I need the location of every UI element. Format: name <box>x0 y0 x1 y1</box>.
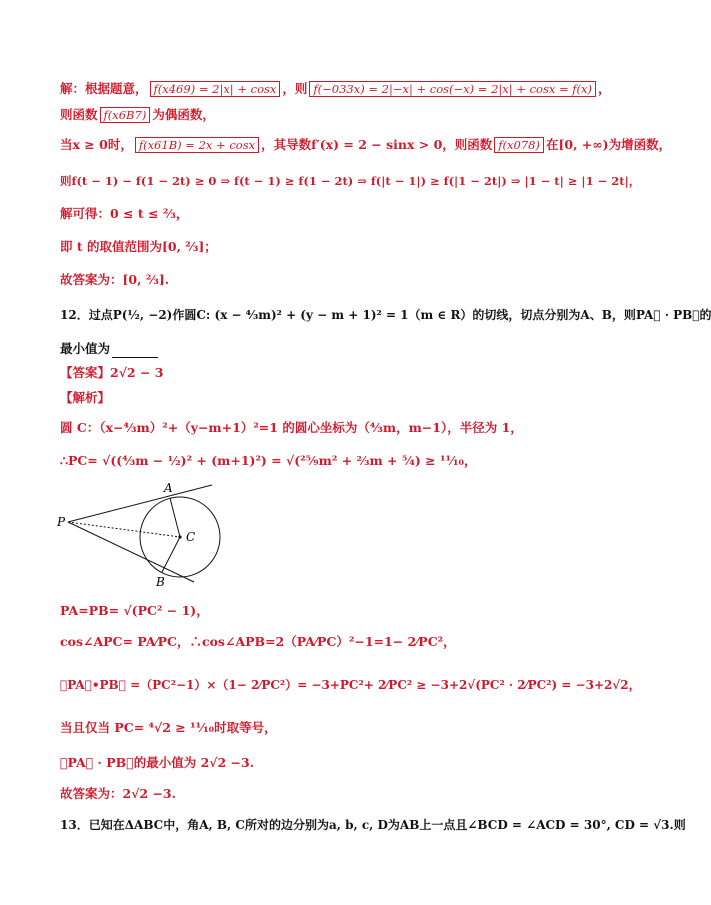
solution-line-1 <box>60 80 620 98</box>
solution-line-1-mid: ，则 <box>282 81 308 96</box>
answer-blank <box>112 345 158 358</box>
formula-box: f(x078) <box>494 137 544 153</box>
analysis-line-3: PA=PB= √(PC² − 1)， <box>60 603 209 618</box>
analysis-line-2: ∴PC= √((⁴⁄₃m − ½)² + (m+1)²) = √(²⁵⁄₉m² + ⅔m + ⁵⁄₄) ≥ ¹¹⁄₁₀， <box>60 453 477 468</box>
analysis-line-8: 故答案为：2√2 −3. <box>60 786 176 801</box>
solution-line-2 <box>60 106 620 124</box>
formula-box: f(x6B7) <box>100 107 151 123</box>
q12-stem-2: 最小值为 <box>60 341 111 356</box>
solution-line-2-prefix: 则函数 <box>60 107 98 122</box>
solution-line-3-c: 在[0, +∞)为增函数， <box>545 137 672 152</box>
label-c: C <box>186 530 196 544</box>
solution-line-1-prefix: 解：根据题意， <box>60 81 148 96</box>
q12-answer <box>60 364 620 382</box>
analysis-line-7: ∴PA⃗ · PB⃗的最小值为 2√2 −3. <box>60 755 255 770</box>
center-point <box>178 535 181 538</box>
solution-line-3-b: ，其导数f′(x) = 2 − sinx > 0，则函数 <box>261 137 493 152</box>
solution-line-6: 即 t 的取值范围为[0, ²⁄₃]； <box>60 239 217 254</box>
q13-stem: 13．已知在ΔABC中，角A, B, C所对的边分别为a, b, c, D为AB上一点且∠BCD = ∠ACD = 30°, CD = √3.则 <box>60 818 686 832</box>
answer-tag: 【答案】 <box>60 365 111 380</box>
analysis-line-5: ∴PA⃗•PB⃗ =（PC²−1）×（1− 2⁄PC²）= −3+PC²+ 2⁄PC² ≥ −3+2√(PC² · 2⁄PC²) = −3+2√2， <box>60 678 641 692</box>
label-p: P <box>57 515 66 529</box>
tangent-line-pb <box>68 522 194 582</box>
tangent-figure <box>52 475 232 590</box>
q12-stem: 12．过点P(½, −2)作圆C: (x − ⁴⁄₃m)² + (y − m + 1)² = 1（m ∈ R）的切线，切点分别为A、B，则PA⃗ · PB⃗的 <box>60 308 711 322</box>
formula-box: f(x469) = 2|x| + cosx <box>150 81 281 97</box>
analysis-line-4: cos∠APC= PA⁄PC，∴cos∠APB=2（PA⁄PC）²−1=1− 2⁄PC²， <box>60 634 456 649</box>
q12-stem-line-2 <box>60 340 620 358</box>
formula-box: f(x61B) = 2x + cosx <box>135 137 259 153</box>
formula-box: f(−033x) = 2|−x| + cos(−x) = 2|x| + cosx = f(x) <box>309 81 596 97</box>
radius-cb <box>162 537 180 572</box>
tangent-line-pa <box>68 485 212 522</box>
solution-line-1-end: ， <box>598 81 611 96</box>
solution-line-5: 解可得：0 ≤ t ≤ ²⁄₃， <box>60 206 189 221</box>
analysis-line-1: 圆 C：（x−⁴⁄₃m）²+（y−m+1）²=1 的圆心坐标为（⁴⁄₃m，m−1），半径为 1， <box>60 420 523 435</box>
answer-value: 2√2 − 3 <box>110 365 164 380</box>
analysis-line-6: 当且仅当 PC= ⁴√2 ≥ ¹¹⁄₁₀时取等号， <box>60 720 277 735</box>
solution-line-7: 故答案为：[0, ²⁄₃]. <box>60 272 170 287</box>
label-b: B <box>156 575 165 589</box>
solution-line-2-suffix: 为偶函数， <box>152 107 215 122</box>
radius-ca <box>170 498 180 537</box>
solution-line-3 <box>60 136 672 154</box>
analysis-tag: 【解析】 <box>60 390 111 405</box>
solution-line-3-a: 当x ≥ 0时， <box>60 137 133 152</box>
label-a: A <box>164 481 173 495</box>
solution-line-4: 则f(t − 1) − f(1 − 2t) ≥ 0 ⇒ f(t − 1) ≥ f(1 − 2t) ⇒ f(|t − 1|) ≥ f(|1 − 2t|) ⇒ |1 − t| ≥ |1 − 2t|， <box>60 174 641 188</box>
